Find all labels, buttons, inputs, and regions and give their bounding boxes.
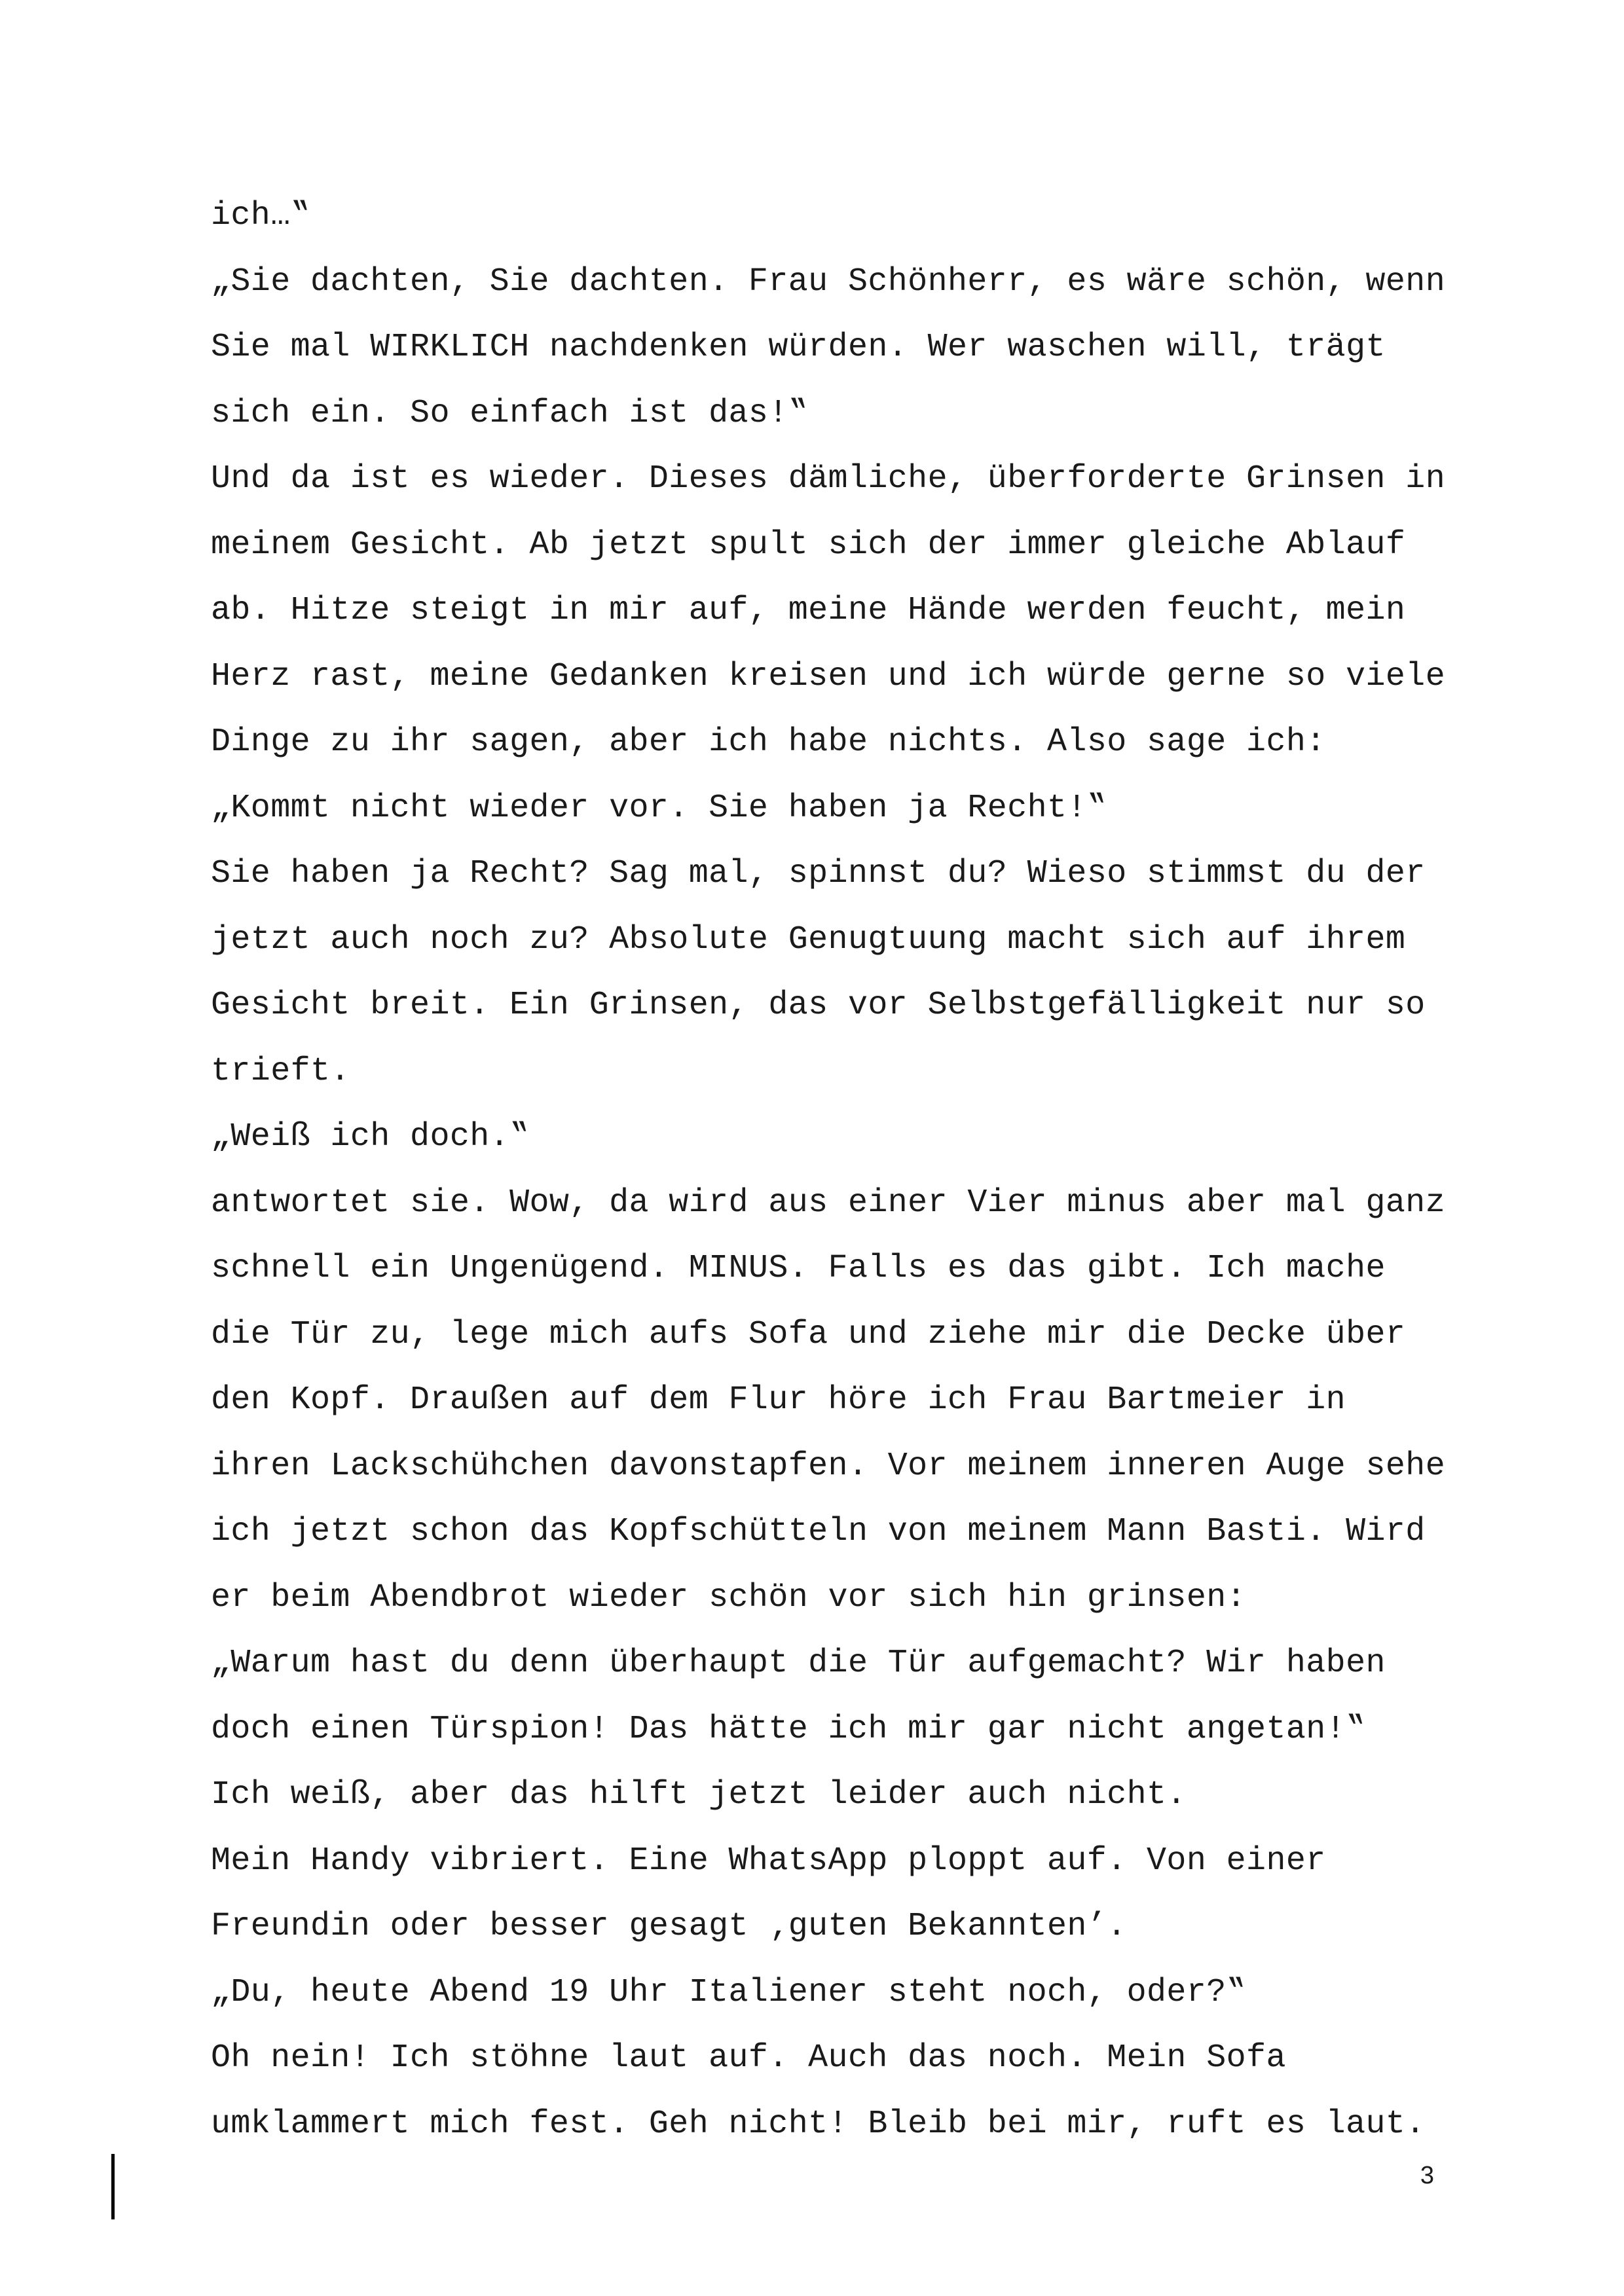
text-line: Ich weiß, aber das hilft jetzt leider auch nicht. — [211, 1776, 1187, 1813]
text-line: jetzt auch noch zu? Absolute Genugtuung macht sich auf ihrem — [211, 920, 1406, 958]
text-line: sich ein. So einfach ist das!‟ — [211, 394, 809, 432]
body-text — [211, 196, 1455, 2170]
change-bar — [111, 2154, 115, 2219]
text-line: ich…‟ — [211, 197, 311, 234]
text-line: „Sie dachten, Sie dachten. Frau Schönherr, es wäre schön, wenn — [211, 263, 1446, 301]
text-line: ich jetzt schon das Kopfschütteln von meinem Mann Basti. Wird — [211, 1513, 1426, 1550]
text-line: „Warum hast du denn überhaupt die Tür aufgemacht? Wir haben — [211, 1645, 1386, 1682]
text-line: „Weiß ich doch.‟ — [211, 1118, 530, 1156]
page-number: 3 — [1420, 2162, 1434, 2189]
text-line: Mein Handy vibriert. Eine WhatsApp ploppt auf. Von einer — [211, 1842, 1326, 1880]
text-line: Herz rast, meine Gedanken kreisen und ich würde gerne so viele — [211, 657, 1446, 695]
text-line: schnell ein Ungenügend. MINUS. Falls es das gibt. Ich mache — [211, 1250, 1386, 1287]
text-line: Und da ist es wieder. Dieses dämliche, überforderte Grinsen in — [211, 460, 1446, 498]
text-line: Oh nein! Ich stöhne laut auf. Auch das noch. Mein Sofa — [211, 2039, 1286, 2077]
text-line: Freundin oder besser gesagt ‚guten Bekannten’. — [211, 1908, 1127, 1945]
text-line: Gesicht breit. Ein Grinsen, das vor Selbstgefälligkeit nur so — [211, 987, 1426, 1024]
text-line: meinem Gesicht. Ab jetzt spult sich der immer gleiche Ablauf — [211, 526, 1406, 564]
text-line: Sie haben ja Recht? Sag mal, spinnst du? Wieso stimmst du der — [211, 855, 1426, 892]
text-line: er beim Abendbrot wieder schön vor sich hin grinsen: — [211, 1578, 1247, 1616]
text-line: „Kommt nicht wieder vor. Sie haben ja Recht!‟ — [211, 789, 1107, 827]
text-line: Dinge zu ihr sagen, aber ich habe nichts. Also sage ich: — [211, 723, 1326, 761]
text-line: umklammert mich fest. Geh nicht! Bleib bei mir, ruft es laut. — [211, 2105, 1426, 2143]
text-line: ihren Lackschühchen davonstapfen. Vor meinem inneren Auge sehe — [211, 1447, 1446, 1485]
text-line: doch einen Türspion! Das hätte ich mir gar nicht angetan!‟ — [211, 1710, 1366, 1748]
text-line: trieft. — [211, 1052, 350, 1090]
text-line: antwortet sie. Wow, da wird aus einer Vier minus aber mal ganz — [211, 1184, 1446, 1222]
text-line: „Du, heute Abend 19 Uhr Italiener steht noch, oder?‟ — [211, 1973, 1247, 2011]
text-line: ab. Hitze steigt in mir auf, meine Hände werden feucht, mein — [211, 592, 1406, 629]
text-line: Sie mal WIRKLICH nachdenken würden. Wer waschen will, trägt — [211, 329, 1386, 366]
text-line: die Tür zu, lege mich aufs Sofa und ziehe mir die Decke über — [211, 1315, 1406, 1353]
text-line: den Kopf. Draußen auf dem Flur höre ich Frau Bartmeier in — [211, 1381, 1346, 1419]
